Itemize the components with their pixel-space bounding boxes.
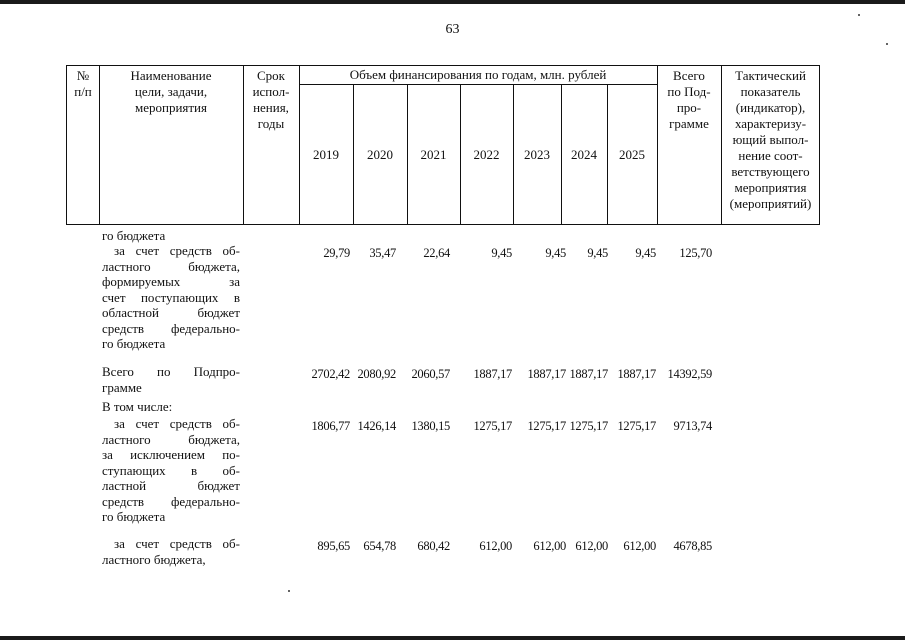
cell-value: 680,42 bbox=[417, 539, 450, 553]
row-label-line: средств федерально- bbox=[102, 320, 240, 336]
divider bbox=[299, 66, 300, 224]
header-year: 2021 bbox=[420, 147, 447, 162]
scan-edge-bottom bbox=[0, 636, 905, 640]
row-label-line: счет поступающих в bbox=[102, 289, 240, 305]
row-label-line: го бюджета bbox=[102, 228, 166, 243]
cell-total: 4678,85 bbox=[673, 539, 712, 553]
table-header bbox=[66, 65, 820, 225]
cell-value: 2080,92 bbox=[357, 367, 396, 381]
row-label-line: формируемых за bbox=[102, 274, 240, 289]
scan-edge-top bbox=[0, 0, 905, 4]
cell-value: 35,47 bbox=[369, 246, 396, 260]
row-label-line: го бюджета bbox=[102, 509, 166, 524]
cell-value: 654,78 bbox=[363, 539, 396, 553]
cell-value: 1887,17 bbox=[473, 367, 512, 381]
header-year: 2019 bbox=[313, 147, 339, 162]
cell-value: 9,45 bbox=[545, 246, 566, 260]
header-year: 2020 bbox=[367, 147, 393, 162]
cell-value: 9,45 bbox=[491, 246, 512, 260]
cell-value: 9,45 bbox=[635, 246, 656, 260]
cell-value: 1887,17 bbox=[527, 367, 566, 381]
row-label bbox=[102, 243, 240, 352]
header-year: 2022 bbox=[473, 147, 500, 162]
row-label-line: за счет средств об- bbox=[114, 416, 240, 431]
cell-value: 1380,15 bbox=[411, 419, 450, 433]
page-number: 63 bbox=[445, 22, 460, 37]
row-label-line: за исключением по- bbox=[102, 447, 240, 462]
row-label-line: областной бюджет bbox=[102, 305, 240, 320]
header-num: № п/п bbox=[74, 68, 92, 99]
cell-value: 1887,17 bbox=[569, 367, 608, 381]
row-label-line: ластного бюджета, bbox=[102, 258, 240, 274]
cell-value: 22,64 bbox=[423, 246, 450, 260]
scan-speck bbox=[288, 590, 290, 592]
cell-total: 9713,74 bbox=[673, 419, 712, 433]
row-label-line: Всего по Подпро- bbox=[102, 364, 240, 379]
row-label-line: ластной бюджет bbox=[102, 478, 240, 493]
row-label-line: ластного бюджета, bbox=[102, 431, 240, 447]
row-label-line: грамме bbox=[102, 379, 142, 395]
cell-value: 1275,17 bbox=[617, 419, 656, 433]
row-label-line: за счет средств об- bbox=[114, 536, 240, 551]
cell-value: 612,00 bbox=[479, 539, 512, 553]
header-year: 2023 bbox=[524, 147, 550, 162]
row-label-line: го бюджета bbox=[102, 336, 166, 351]
divider bbox=[299, 84, 657, 85]
cell-value: 612,00 bbox=[575, 539, 608, 553]
cell-value: 1426,14 bbox=[357, 419, 396, 433]
header-indicator: Тактический показатель (индикатор), характеризу- ющий выпол- нение соот- ветствующего мероприятия (мероприятий) bbox=[729, 68, 812, 211]
cell-value: 2702,42 bbox=[311, 367, 350, 381]
row-label-line: В том числе: bbox=[102, 399, 173, 414]
header-year: 2024 bbox=[571, 147, 597, 162]
row-label-line: ластного бюджета, bbox=[102, 551, 206, 567]
cell-value: 1275,17 bbox=[569, 419, 608, 433]
cell-value: 895,65 bbox=[317, 539, 350, 553]
cell-value: 1275,17 bbox=[473, 419, 512, 433]
row-label-line: средств федерально- bbox=[102, 493, 240, 509]
row-label bbox=[102, 228, 240, 244]
header-year: 2025 bbox=[619, 147, 645, 162]
header-funding: Объем финансирования по годам, млн. рублей bbox=[349, 67, 607, 82]
header-name: Наименование цели, задачи, мероприятия bbox=[130, 68, 212, 115]
row-label bbox=[102, 399, 240, 415]
header-total: Всего по Под- про- грамме bbox=[667, 68, 711, 131]
cell-value: 612,00 bbox=[623, 539, 656, 553]
cell-value: 29,79 bbox=[323, 246, 350, 260]
cell-value: 1806,77 bbox=[311, 419, 350, 433]
cell-value: 9,45 bbox=[587, 246, 608, 260]
header-term: Срок испол- нения, годы bbox=[252, 68, 290, 131]
scan-speck bbox=[858, 14, 860, 16]
row-label-line: ступающих в об- bbox=[102, 462, 240, 478]
row-label bbox=[102, 416, 240, 525]
cell-value: 2060,57 bbox=[411, 367, 450, 381]
cell-value: 612,00 bbox=[533, 539, 566, 553]
scan-speck bbox=[886, 43, 888, 45]
cell-total: 14392,59 bbox=[667, 367, 712, 381]
cell-value: 1275,17 bbox=[527, 419, 566, 433]
cell-total: 125,70 bbox=[679, 246, 712, 260]
row-label bbox=[102, 536, 240, 567]
row-label-line: за счет средств об- bbox=[114, 243, 240, 258]
row-label bbox=[102, 364, 240, 395]
cell-value: 1887,17 bbox=[617, 367, 656, 381]
